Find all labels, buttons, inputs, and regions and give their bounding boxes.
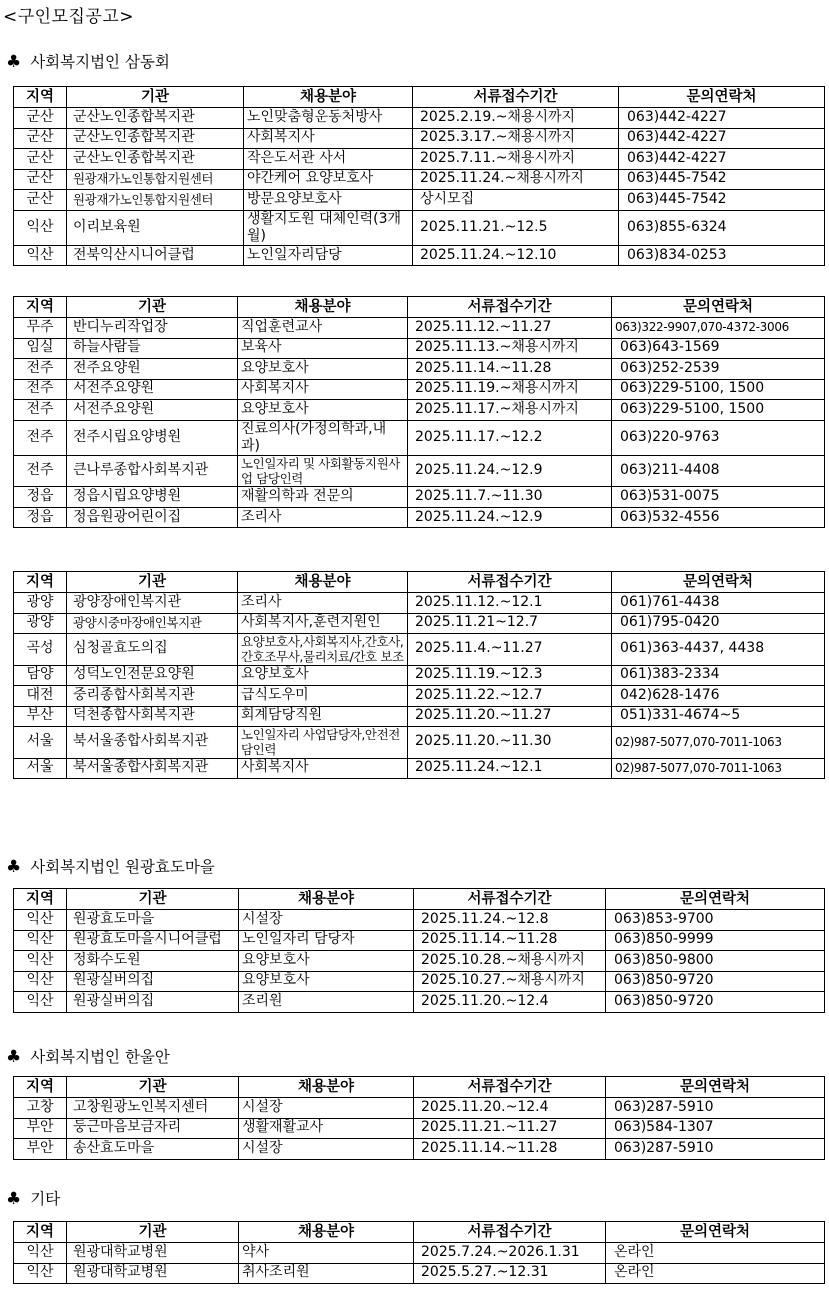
- table-row: [14, 1098, 825, 1119]
- period-cell: 2025.11.20.~12.4: [414, 992, 606, 1013]
- field-cell: 진료의사(가정의학과,내과): [238, 420, 408, 455]
- contact-cell: 063)850-9720: [606, 992, 825, 1013]
- field-cell: 조리사: [238, 593, 408, 614]
- period-cell: 2025.11.20.~11.27: [408, 706, 612, 727]
- table-row: [14, 593, 825, 614]
- field-cell: 사회복지사: [244, 128, 413, 149]
- table-row: [14, 210, 825, 245]
- region-cell: 곡성: [14, 634, 67, 666]
- section-title: 사회복지법인 삼동회: [30, 53, 170, 71]
- column-header: 채용분야: [239, 1222, 414, 1243]
- table-row: [14, 1118, 825, 1139]
- field-cell: 요양보호사: [239, 971, 414, 992]
- contact-cell: 061)363-4437, 4438: [612, 634, 825, 666]
- institution-cell: 원광재가노인통합지원센터: [67, 190, 244, 211]
- period-cell: 2025.3.17.~채용시까지: [413, 128, 619, 149]
- period-cell: 2025.11.14.~11.28: [414, 1139, 606, 1160]
- column-header: 채용분야: [238, 572, 408, 593]
- period-cell: 2025.11.7.~11.30: [408, 487, 612, 508]
- region-cell: 익산: [14, 930, 67, 951]
- field-cell: 재활의학과 전문의: [238, 487, 408, 508]
- region-cell: 익산: [14, 992, 67, 1013]
- institution-cell: 둥근마음보금자리: [67, 1118, 239, 1139]
- contact-cell: 063)850-9800: [606, 951, 825, 972]
- period-cell: 2025.11.24.~12.1: [408, 758, 612, 779]
- period-cell: 2025.11.20.~12.4: [414, 1098, 606, 1119]
- table-row: [14, 1263, 825, 1284]
- column-header: 지역: [14, 889, 67, 910]
- region-cell: 익산: [14, 245, 67, 266]
- region-cell: 익산: [14, 1243, 67, 1264]
- institution-cell: 원광효도마을시니어클럽: [67, 930, 239, 951]
- region-cell: 군산: [14, 149, 67, 170]
- region-cell: 서울: [14, 758, 67, 779]
- field-cell: 노인일자리 및 사회활동지원사업 담당인력: [238, 455, 408, 487]
- institution-cell: 정읍원광어린이집: [67, 507, 238, 528]
- region-cell: 대전: [14, 686, 67, 707]
- table-row: [14, 128, 825, 149]
- contact-cell: 063)584-1307: [606, 1118, 825, 1139]
- table-row: [14, 706, 825, 727]
- job-table: [13, 1076, 825, 1160]
- period-cell: 2025.11.21.~11.27: [414, 1118, 606, 1139]
- table-header-row: [14, 889, 825, 910]
- region-cell: 전주: [14, 455, 67, 487]
- field-cell: 사회복지사: [238, 758, 408, 779]
- region-cell: 익산: [14, 1263, 67, 1284]
- period-cell: 2025.11.19.~채용시까지: [408, 379, 612, 400]
- table-row: [14, 1243, 825, 1264]
- institution-cell: 큰나루종합사회복지관: [67, 455, 238, 487]
- table-row: [14, 190, 825, 211]
- column-header: 채용분야: [239, 889, 414, 910]
- contact-cell: 051)331-4674~5: [612, 706, 825, 727]
- column-header: 채용분야: [244, 87, 413, 108]
- section-heading: [6, 1187, 60, 1209]
- institution-cell: 정읍시립요양병원: [67, 487, 238, 508]
- table-row: [14, 971, 825, 992]
- region-cell: 부안: [14, 1139, 67, 1160]
- field-cell: 약사: [239, 1243, 414, 1264]
- period-cell: 2025.11.19.~12.3: [408, 665, 612, 686]
- institution-cell: 중리종합사회복지관: [67, 686, 238, 707]
- section-heading: [6, 1045, 170, 1067]
- table-row: [14, 665, 825, 686]
- period-cell: 2025.11.13.~채용시까지: [408, 338, 612, 359]
- column-header: 채용분야: [239, 1077, 414, 1098]
- field-cell: 요양보호사,사회복지사,간호사,간호조무사,물리치료/간호 보조: [238, 634, 408, 666]
- table-row: [14, 727, 825, 759]
- period-cell: 2025.11.24.~12.8: [414, 910, 606, 931]
- club-suit-icon: ♣: [6, 1047, 22, 1067]
- contact-cell: 063)850-9999: [606, 930, 825, 951]
- institution-cell: 군산노인종합복지관: [67, 128, 244, 149]
- field-cell: 노인맞춤형운동처방사: [244, 108, 413, 129]
- institution-cell: 하늘사람들: [67, 338, 238, 359]
- institution-cell: 군산노인종합복지관: [67, 108, 244, 129]
- contact-cell: 온라인: [606, 1263, 825, 1284]
- table-row: [14, 613, 825, 634]
- period-cell: 2025.7.24.~2026.1.31: [414, 1243, 606, 1264]
- contact-cell: 063)531-0075: [612, 487, 825, 508]
- institution-cell: 정화수도원: [67, 951, 239, 972]
- contact-cell: 063)442-4227: [619, 128, 825, 149]
- region-cell: 익산: [14, 910, 67, 931]
- table-row: [14, 318, 825, 339]
- institution-cell: 광양장애인복지관: [67, 593, 238, 614]
- table-row: [14, 338, 825, 359]
- column-header: 지역: [14, 297, 67, 318]
- table-row: [14, 149, 825, 170]
- period-cell: 2025.11.21.~12.5: [413, 210, 619, 245]
- institution-cell: 서전주요양원: [67, 379, 238, 400]
- period-cell: 2025.11.20.~11.30: [408, 727, 612, 759]
- column-header: 기관: [67, 572, 238, 593]
- column-header: 서류접수기간: [408, 572, 612, 593]
- field-cell: 사회복지사: [238, 379, 408, 400]
- contact-cell: 063)532-4556: [612, 507, 825, 528]
- column-header: 지역: [14, 572, 67, 593]
- period-cell: 2025.11.21~12.7: [408, 613, 612, 634]
- period-cell: 2025.11.17.~채용시까지: [408, 400, 612, 421]
- institution-cell: 심청골효도의집: [67, 634, 238, 666]
- contact-cell: 063)252-2539: [612, 359, 825, 380]
- table-row: [14, 379, 825, 400]
- table-row: [14, 930, 825, 951]
- institution-cell: 원광대학교병원: [67, 1263, 239, 1284]
- club-suit-icon: ♣: [6, 1189, 22, 1209]
- job-table: [13, 296, 825, 528]
- contact-cell: 02)987-5077,070-7011-1063: [612, 758, 825, 779]
- field-cell: 시설장: [239, 910, 414, 931]
- field-cell: 요양보호사: [238, 665, 408, 686]
- column-header: 서류접수기간: [414, 1077, 606, 1098]
- field-cell: 방문요양보호사: [244, 190, 413, 211]
- table-header-row: [14, 1077, 825, 1098]
- institution-cell: 덕천종합사회복지관: [67, 706, 238, 727]
- contact-cell: 온라인: [606, 1243, 825, 1264]
- field-cell: 요양보호사: [238, 400, 408, 421]
- institution-cell: 고창원광노인복지센터: [67, 1098, 239, 1119]
- region-cell: 전주: [14, 400, 67, 421]
- column-header: 서류접수기간: [413, 87, 619, 108]
- contact-cell: 061)383-2334: [612, 665, 825, 686]
- period-cell: 2025.11.22.~12.7: [408, 686, 612, 707]
- column-header: 지역: [14, 1077, 67, 1098]
- column-header: 문의연락처: [606, 1222, 825, 1243]
- table-header-row: [14, 572, 825, 593]
- contact-cell: 063)229-5100, 1500: [612, 400, 825, 421]
- section-title: 사회복지법인 한울안: [30, 1048, 170, 1066]
- period-cell: 2025.5.27.~12.31: [414, 1263, 606, 1284]
- institution-cell: 전주시립요양병원: [67, 420, 238, 455]
- institution-cell: 전주요양원: [67, 359, 238, 380]
- period-cell: 2025.11.24.~12.9: [408, 455, 612, 487]
- column-header: 문의연락처: [606, 889, 825, 910]
- period-cell: 2025.7.11.~채용시까지: [413, 149, 619, 170]
- table-row: [14, 686, 825, 707]
- table-row: [14, 359, 825, 380]
- region-cell: 고창: [14, 1098, 67, 1119]
- table-row: [14, 910, 825, 931]
- field-cell: 노인일자리 담당자: [239, 930, 414, 951]
- job-table: [13, 86, 825, 266]
- column-header: 기관: [67, 1077, 239, 1098]
- institution-cell: 북서울종합사회복지관: [67, 758, 238, 779]
- column-header: 문의연락처: [612, 297, 825, 318]
- period-cell: 2025.11.12.~11.27: [408, 318, 612, 339]
- field-cell: 요양보호사: [238, 359, 408, 380]
- contact-cell: 063)442-4227: [619, 108, 825, 129]
- contact-cell: 063)211-4408: [612, 455, 825, 487]
- field-cell: 직업훈련교사: [238, 318, 408, 339]
- job-table: [13, 1221, 825, 1284]
- contact-cell: 042)628-1476: [612, 686, 825, 707]
- table-row: [14, 420, 825, 455]
- job-table: [13, 888, 825, 1013]
- institution-cell: 반디누리작업장: [67, 318, 238, 339]
- table-header-row: [14, 1222, 825, 1243]
- table-row: [14, 758, 825, 779]
- contact-cell: 063)322-9907,070-4372-3006: [612, 318, 825, 339]
- region-cell: 전주: [14, 420, 67, 455]
- field-cell: 시설장: [239, 1139, 414, 1160]
- section-title: 기타: [30, 1190, 61, 1208]
- table-row: [14, 992, 825, 1013]
- contact-cell: 063)287-5910: [606, 1139, 825, 1160]
- region-cell: 정읍: [14, 507, 67, 528]
- club-suit-icon: ♣: [6, 857, 22, 877]
- field-cell: 회계담당직원: [238, 706, 408, 727]
- page-title: <구인모집공고>: [3, 7, 135, 27]
- period-cell: 2025.11.24.~채용시까지: [413, 169, 619, 190]
- field-cell: 급식도우미: [238, 686, 408, 707]
- institution-cell: 군산노인종합복지관: [67, 149, 244, 170]
- column-header: 채용분야: [238, 297, 408, 318]
- institution-cell: 원광실버의집: [67, 971, 239, 992]
- field-cell: 사회복지사,훈련지원인: [238, 613, 408, 634]
- section-title: 사회복지법인 원광효도마을: [30, 858, 215, 876]
- contact-cell: 063)445-7542: [619, 190, 825, 211]
- table-row: [14, 169, 825, 190]
- field-cell: 취사조리원: [239, 1263, 414, 1284]
- institution-cell: 원광대학교병원: [67, 1243, 239, 1264]
- region-cell: 군산: [14, 169, 67, 190]
- table-row: [14, 455, 825, 487]
- column-header: 서류접수기간: [408, 297, 612, 318]
- column-header: 기관: [67, 297, 238, 318]
- contact-cell: 063)855-6324: [619, 210, 825, 245]
- field-cell: 생활지도원 대체인력(3개월): [244, 210, 413, 245]
- section-heading: [6, 50, 170, 72]
- column-header: 지역: [14, 1222, 67, 1243]
- field-cell: 야간케어 요양보호사: [244, 169, 413, 190]
- table-row: [14, 487, 825, 508]
- period-cell: 2025.11.24.~12.9: [408, 507, 612, 528]
- contact-cell: 063)287-5910: [606, 1098, 825, 1119]
- column-header: 기관: [67, 889, 239, 910]
- contact-cell: 02)987-5077,070-7011-1063: [612, 727, 825, 759]
- region-cell: 부산: [14, 706, 67, 727]
- column-header: 서류접수기간: [414, 1222, 606, 1243]
- table-row: [14, 951, 825, 972]
- contact-cell: 061)761-4438: [612, 593, 825, 614]
- period-cell: 2025.11.14.~11.28: [408, 359, 612, 380]
- contact-cell: 063)229-5100, 1500: [612, 379, 825, 400]
- contact-cell: 063)834-0253: [619, 245, 825, 266]
- institution-cell: 이리보육원: [67, 210, 244, 245]
- contact-cell: 063)853-9700: [606, 910, 825, 931]
- region-cell: 무주: [14, 318, 67, 339]
- field-cell: 요양보호사: [239, 951, 414, 972]
- column-header: 문의연락처: [619, 87, 825, 108]
- field-cell: 조리원: [239, 992, 414, 1013]
- column-header: 기관: [67, 87, 244, 108]
- column-header: 지역: [14, 87, 67, 108]
- table-row: [14, 1139, 825, 1160]
- institution-cell: 송산효도마을: [67, 1139, 239, 1160]
- column-header: 서류접수기간: [414, 889, 606, 910]
- institution-cell: 전북익산시니어클럽: [67, 245, 244, 266]
- institution-cell: 원광재가노인통합지원센터: [67, 169, 244, 190]
- table-row: [14, 108, 825, 129]
- column-header: 기관: [67, 1222, 239, 1243]
- region-cell: 익산: [14, 971, 67, 992]
- region-cell: 부안: [14, 1118, 67, 1139]
- region-cell: 광양: [14, 613, 67, 634]
- job-table: [13, 571, 825, 779]
- contact-cell: 063)850-9720: [606, 971, 825, 992]
- contact-cell: 063)220-9763: [612, 420, 825, 455]
- field-cell: 시설장: [239, 1098, 414, 1119]
- region-cell: 정읍: [14, 487, 67, 508]
- period-cell: 2025.11.24.~12.10: [413, 245, 619, 266]
- period-cell: 2025.11.4.~11.27: [408, 634, 612, 666]
- section-heading: [6, 855, 215, 877]
- field-cell: 작은도서관 사서: [244, 149, 413, 170]
- period-cell: 2025.10.28.~채용시까지: [414, 951, 606, 972]
- institution-cell: 서전주요양원: [67, 400, 238, 421]
- region-cell: 군산: [14, 190, 67, 211]
- field-cell: 노인일자리담당: [244, 245, 413, 266]
- contact-cell: 063)442-4227: [619, 149, 825, 170]
- field-cell: 노인일자리 사업담당자,안전전담인력: [238, 727, 408, 759]
- institution-cell: 원광효도마을: [67, 910, 239, 931]
- contact-cell: 063)643-1569: [612, 338, 825, 359]
- period-cell: 2025.2.19.~채용시까지: [413, 108, 619, 129]
- period-cell: 2025.11.17.~12.2: [408, 420, 612, 455]
- region-cell: 군산: [14, 108, 67, 129]
- field-cell: 생활재활교사: [239, 1118, 414, 1139]
- institution-cell: 광양시중마장애인복지관: [67, 613, 238, 634]
- table-row: [14, 634, 825, 666]
- column-header: 문의연락처: [612, 572, 825, 593]
- institution-cell: 원광실버의집: [67, 992, 239, 1013]
- table-header-row: [14, 297, 825, 318]
- institution-cell: 북서울종합사회복지관: [67, 727, 238, 759]
- region-cell: 익산: [14, 210, 67, 245]
- region-cell: 담양: [14, 665, 67, 686]
- region-cell: 광양: [14, 593, 67, 614]
- region-cell: 익산: [14, 951, 67, 972]
- field-cell: 보육사: [238, 338, 408, 359]
- region-cell: 전주: [14, 379, 67, 400]
- table-row: [14, 507, 825, 528]
- contact-cell: 061)795-0420: [612, 613, 825, 634]
- region-cell: 군산: [14, 128, 67, 149]
- table-row: [14, 245, 825, 266]
- table-row: [14, 400, 825, 421]
- region-cell: 임실: [14, 338, 67, 359]
- table-header-row: [14, 87, 825, 108]
- column-header: 문의연락처: [606, 1077, 825, 1098]
- period-cell: 상시모집: [413, 190, 619, 211]
- club-suit-icon: ♣: [6, 52, 22, 72]
- region-cell: 서울: [14, 727, 67, 759]
- institution-cell: 성덕노인전문요양원: [67, 665, 238, 686]
- region-cell: 전주: [14, 359, 67, 380]
- contact-cell: 063)445-7542: [619, 169, 825, 190]
- field-cell: 조리사: [238, 507, 408, 528]
- period-cell: 2025.11.14.~11.28: [414, 930, 606, 951]
- period-cell: 2025.10.27.~채용시까지: [414, 971, 606, 992]
- period-cell: 2025.11.12.~12.1: [408, 593, 612, 614]
